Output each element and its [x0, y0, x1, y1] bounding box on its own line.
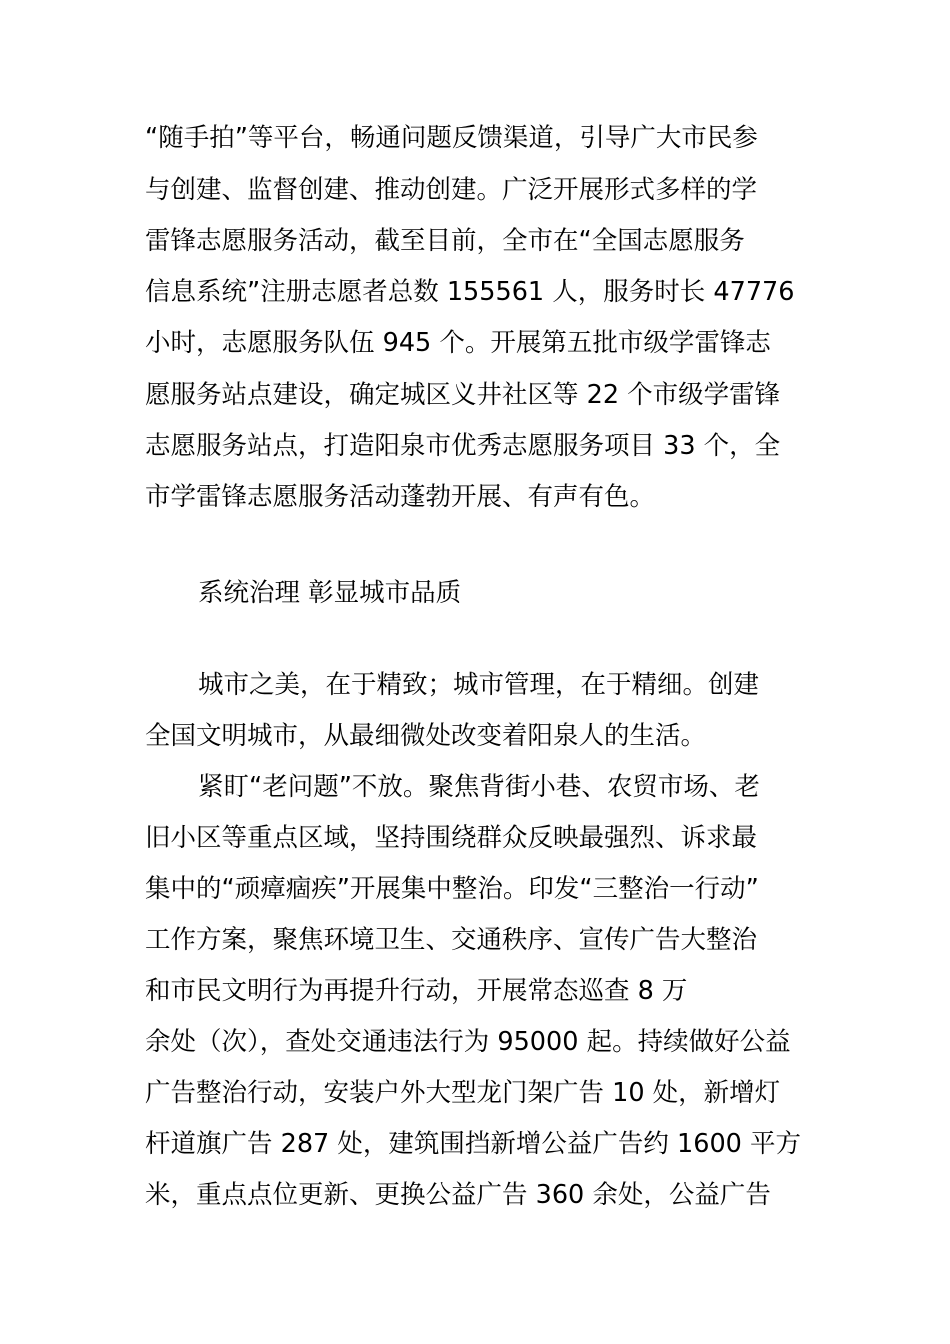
text-line: 全国文明城市，从最细微处改变着阳泉人的生活。 — [145, 721, 707, 751]
text-line: 愿服务站点建设，确定城区义井社区等 22 个市级学雷锋 — [145, 380, 781, 410]
text-line: 信息系统”注册志愿者总数 155561 人，服务时长 47776 — [145, 277, 795, 307]
text-line: 余处（次），查处交通违法行为 95000 起。持续做好公益 — [145, 1027, 791, 1057]
text-line: 工作方案，聚焦环境卫生、交通秩序、宣传广告大整治 — [145, 925, 758, 955]
text-line: 和市民文明行为再提升行动，开展常态巡查 8 万 — [145, 976, 688, 1006]
text-line: 与创建、监督创建、推动创建。广泛开展形式多样的学 — [145, 175, 758, 205]
text-line: 旧小区等重点区域，坚持围绕群众反映最强烈、诉求最 — [145, 823, 758, 853]
text-line: 小时，志愿服务队伍 945 个。开展第五批市级学雷锋志 — [145, 328, 771, 358]
section-heading: 系统治理 彰显城市品质 — [198, 578, 462, 608]
text-line: 米，重点点位更新、更换公益广告 360 余处，公益广告 — [145, 1180, 771, 1210]
text-line: 志愿服务站点，打造阳泉市优秀志愿服务项目 33 个，全 — [145, 431, 781, 461]
text-line: 城市之美，在于精致；城市管理，在于精细。创建 — [198, 670, 760, 700]
text-line: 杆道旗广告 287 处，建筑围挡新增公益广告约 1600 平方 — [145, 1129, 801, 1159]
text-line: “随手拍”等平台，畅通问题反馈渠道，引导广大市民参 — [145, 123, 758, 153]
text-line: 雷锋志愿服务活动，截至目前，全市在“全国志愿服务 — [145, 226, 745, 256]
text-line: 集中的“顽瘴痼疾”开展集中整治。印发“三整治一行动” — [145, 874, 759, 904]
text-line: 市学雷锋志愿服务活动蓬勃开展、有声有色。 — [145, 482, 656, 512]
text-line: 紧盯“老问题”不放。聚焦背街小巷、农贸市场、老 — [198, 772, 760, 802]
text-line: 广告整治行动，安装户外大型龙门架广告 10 处，新增灯 — [145, 1078, 781, 1108]
